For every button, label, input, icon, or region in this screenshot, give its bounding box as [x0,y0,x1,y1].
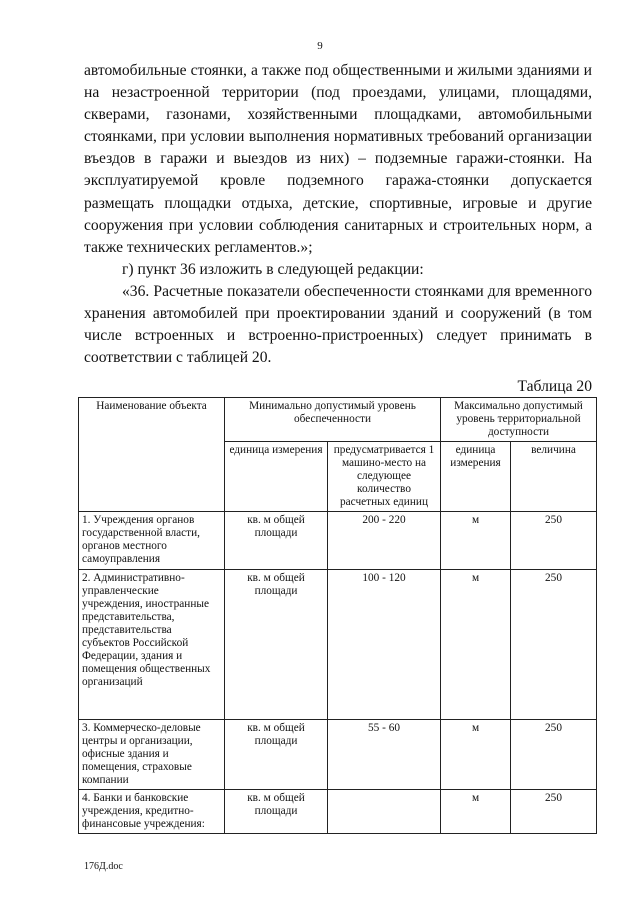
row-value: 100 - 120 [328,570,441,720]
row-max-value: 250 [511,720,597,790]
paragraph-amendment-g: г) пункт 36 изложить в следующей редакции: [122,260,424,278]
table-header-row [79,398,597,442]
header-max-level: Максимально допустимый уровень территориальной доступности [441,398,597,442]
paragraph-item-36: «36. Расчетные показатели обеспеченности стоянками для временного хранения автомобилей при проектировании зданий и сооружений (в том числе встроенных и встроенно-пристроенных) следует принимать в соответствии с таблицей 20. [84,282,592,367]
row-value: 200 - 220 [328,512,441,570]
row-value: 55 - 60 [328,720,441,790]
row-object-name: 1. Учреждения органов государственной власти, органов местного самоуправления [79,512,225,570]
file-footer: 176Д.doc [84,861,123,872]
table-row [79,570,597,720]
parking-table [78,397,597,834]
paragraph-continuation: автомобильные стоянки, а также под общественными и жилыми зданиями и на незастроенной территории (под проездами, улицами, площадями, скверами, газонами, хозяйственными площадками, автомобильными стоянками, при условии выполнения нормативных требований организации въездов в гаражи и выездов из них) – подземные гаражи-стоянки. На эксплуатируемой кровле подземного гаража-стоянки допускается размещать площадки отдыха, детские, спортивные, игровые и другие сооружения при условии соблюдения санитарных и строительных норм, а также технических регламентов.»; [84,62,592,256]
row-max-value: 250 [511,790,597,834]
table-row [79,790,597,834]
header-object-name: Наименование объекта [79,398,225,512]
row-max-value: 250 [511,512,597,570]
row-unit: кв. м общей площади [225,720,328,790]
row-value [328,790,441,834]
table-caption: Таблица 20 [517,378,592,395]
row-max-unit: м [441,720,511,790]
header-max-value: величина [511,442,597,512]
table-row [79,720,597,790]
header-min-value: предусматривается 1 машино-место на следующее количество расчетных единиц [328,442,441,512]
row-max-unit: м [441,570,511,720]
table-row [79,512,597,570]
body-text [84,60,592,369]
row-max-unit: м [441,790,511,834]
header-max-unit: единица измерения [441,442,511,512]
row-object-name: 2. Административно-управленческие учреждения, иностранные представительства, представительства субъектов Российской Федерации, здания и помещения общественных организаций [79,570,225,720]
row-unit: кв. м общей площади [225,790,328,834]
row-object-name: 3. Коммерческо-деловые центры и организации, офисные здания и помещения, страховые компании [79,720,225,790]
row-object-name: 4. Банки и банковские учреждения, кредитно-финансовые учреждения: [79,790,225,834]
row-unit: кв. м общей площади [225,512,328,570]
header-min-unit: единица измерения [225,442,328,512]
row-max-unit: м [441,512,511,570]
header-min-level: Минимально допустимый уровень обеспеченности [225,398,441,442]
page-number: 9 [317,40,323,52]
row-unit: кв. м общей площади [225,570,328,720]
row-max-value: 250 [511,570,597,720]
